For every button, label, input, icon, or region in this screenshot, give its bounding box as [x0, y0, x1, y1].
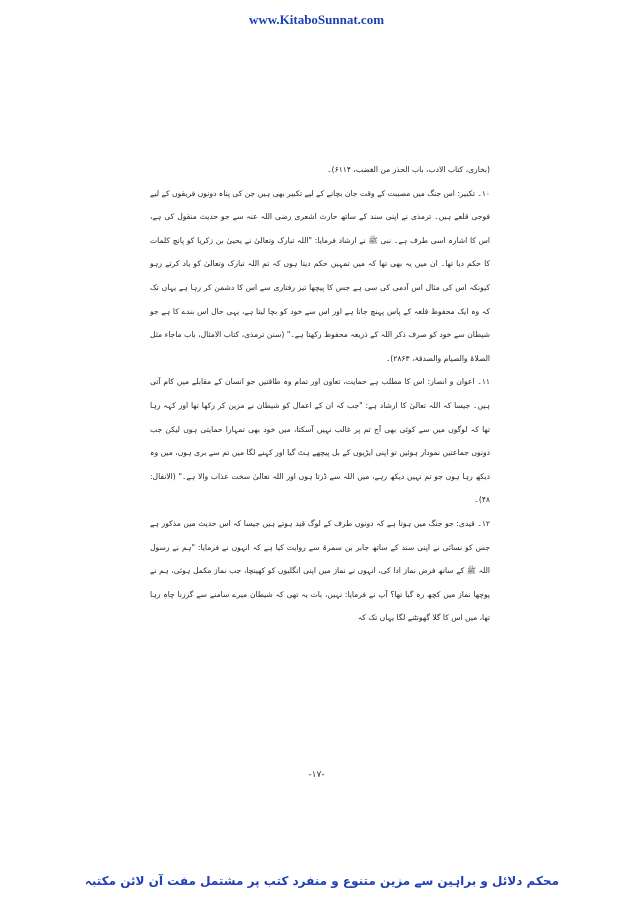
footer-banner: محکم دلائل و براہین سے مزین متنوع و منفرد کتب پر مشتمل مفت آن لائن مکتبہ	[84, 874, 559, 888]
text-paragraph: ۱۲۔ قیدی: جو جنگ میں ہوتا ہے کہ دونوں طرف کے لوگ قید ہوتے ہیں جیسا کہ اس حدیث میں مذکور ہے جس کو نسائی نے اپنی سند کے ساتھ جابر بن سمرۃ سے روایت کیا ہے کہ انہوں نے فرمایا: "ہم نے رسول اللہ ﷺ کے ساتھ فرض نماز ادا کی، انہوں نے نماز میں اپنی انگلیوں کو کھینچا، جب نماز مکمل ہوئی، ہم نے پوچھا نماز میں کچھ رہ گیا تھا؟ آپ نے فرمایا: نہیں، بات یہ تھی کہ شیطان میرے سامنے سے گزرنا چاہ رہا تھا، میں اس کا گلا گھونٹنے لگا یہاں تک کہ	[150, 518, 490, 623]
urdu-text-body	[150, 158, 490, 630]
text-paragraph: (بخاری، کتاب الادب، باب الحذر من الغضب، ۶۱۱۴)۔	[327, 165, 490, 174]
text-paragraph: ۱۰۔ تکبیر: اس جنگ میں مصیبت کے وقت جان بچانے کے لیے تکبیر بھی ہیں جن کی پناہ دونوں فریقوں کے لیے فوجی قلعے ہیں۔ ترمذی نے اپنی سند کے ساتھ حارث اشعری رضی اللہ عنہ سے جو حدیث منقول کی ہے، اس کا اشارہ اسی طرف ہے۔ نبی ﷺ نے ارشاد فرمایا: "اللہ تبارک وتعالیٰ نے یحییٰ بن زکریا کو پانچ کلمات کا حکم دیا تھا۔ ان میں یہ بھی تھا کہ میں تمہیں حکم دیتا ہوں کہ تم اللہ تبارک وتعالیٰ کو یاد کرتے رہو کیونکہ اس کی مثال اس آدمی کی سی ہے جس کا پیچھا تیز رفتاری سے اس کا دشمن کر رہا ہے یہاں تک کہ وہ ایک محفوظ قلعہ کے پاس پہنچ جاتا ہے اور اس سے خود کو بچا لیتا ہے، یہی حال اس بندے کا ہے جو شیطان سے خود کو صرف ذکر اللہ کے ذریعہ محفوظ رکھتا ہے۔" (سنن ترمذی، کتاب الامثال، باب ماجاء مثل الصلاۃ والصیام والصدقۃ، ۲۸۶۳)۔	[150, 188, 490, 363]
page-number: -۱۷-	[308, 770, 325, 780]
text-paragraph: ۱۱۔ اعوان و انصار: اس کا مطلب ہے حمایت، تعاون اور تمام وہ طاقتیں جو انسان کے مقابلے میں کام آتی ہیں۔ جیسا کہ اللہ تعالیٰ کا ارشاد ہے: "جب کہ ان کے اعمال کو شیطان نے مزین کر رکھا تھا اور کہہ رہا تھا کہ لوگوں میں سے کوئی بھی آج تم پر غالب نہیں آسکتا، میں خود بھی تمہارا حمایتی ہوں لیکن جب دونوں جماعتیں نمودار ہوئیں تو اپنی ایڑیوں کے بل پیچھے ہٹ گیا اور کہنے لگا میں تم سے بری ہوں، میں وہ دیکھ رہا ہوں جو تم نہیں دیکھ رہے، میں اللہ سے ڈرتا ہوں اور اللہ تعالیٰ سخت عذاب والا ہے۔" (الانفال: ۴۸)۔	[150, 377, 490, 505]
site-header-link[interactable]: www.KitaboSunnat.com	[248, 12, 385, 27]
